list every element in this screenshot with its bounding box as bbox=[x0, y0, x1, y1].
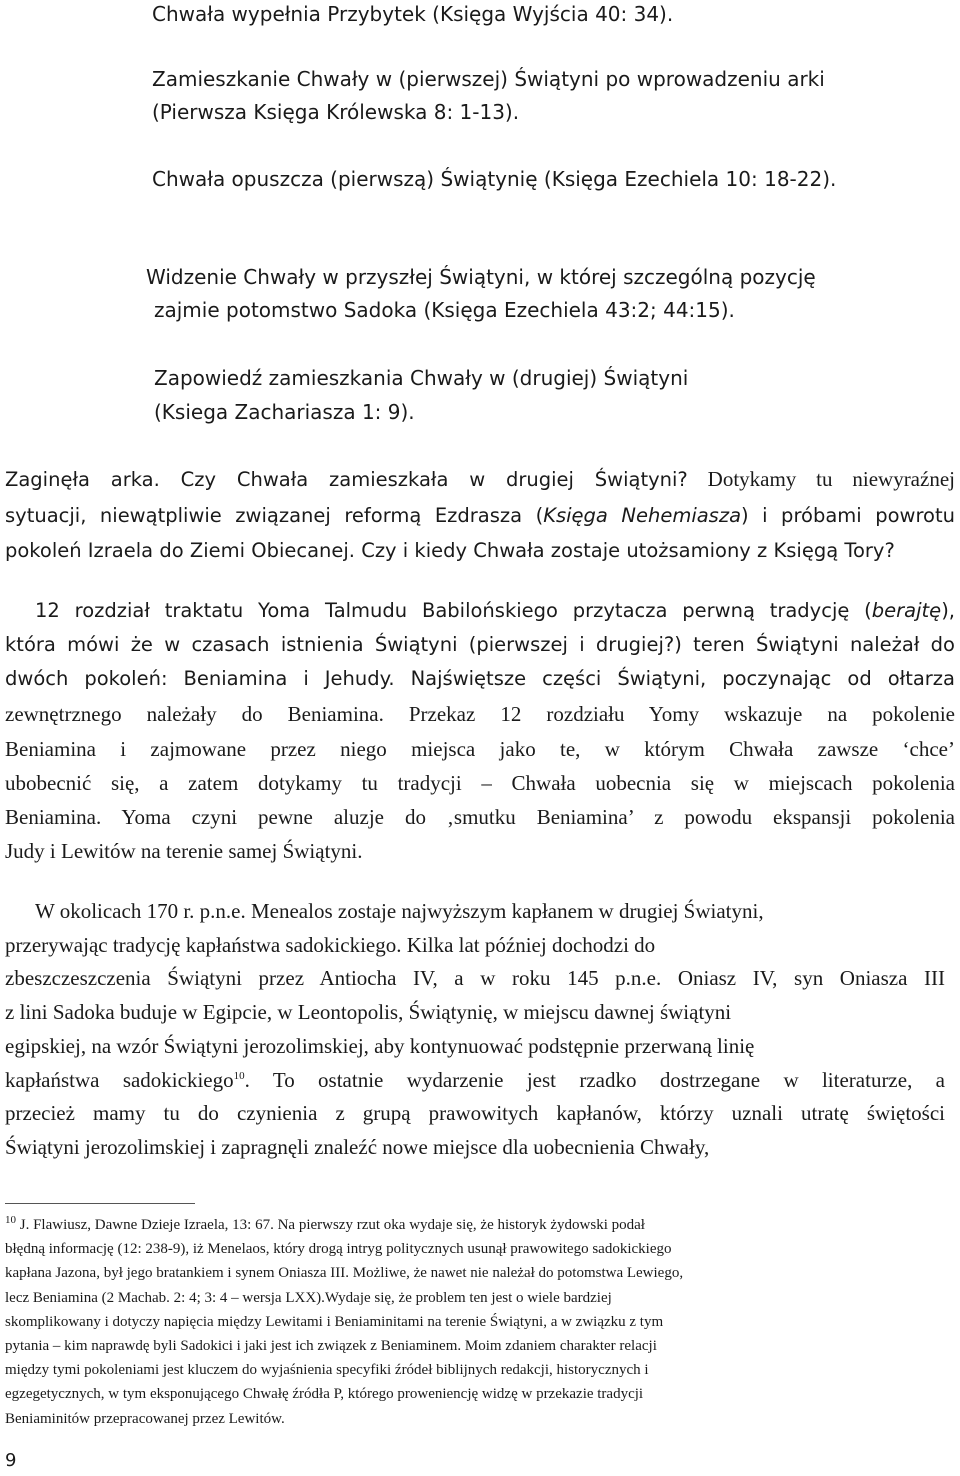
footnote-line-4: lecz Beniamina (2 Machab. 2: 4; 3: 4 – wersja LXX).Wydaje się, że problem ten jest o wiele bardziej bbox=[5, 1289, 612, 1306]
p2-line-1-italic: berajtę bbox=[871, 599, 942, 622]
list-item-4-line-2: zajmie potomstwo Sadoka (Księga Ezechiela 43:2; 44:15). bbox=[154, 298, 735, 322]
p2-line-8: Judy i Lewitów na terenie samej Świątyni. bbox=[5, 839, 363, 864]
p3-line-4: z lini Sadoka buduje w Egipcie, w Leontopolis, Świątynię, w miejscu dawnej świątyni bbox=[5, 1000, 732, 1025]
p3-line-1: W okolicach 170 r. p.n.e. Menealos zostaje najwyższym kapłanem w drugiej Światyni, bbox=[35, 899, 764, 923]
list-item-2-line-2: (Pierwsza Księga Królewska 8: 1-13). bbox=[152, 100, 520, 124]
p1-line-2-italic: Księga Nehemiasza bbox=[543, 504, 742, 527]
p1-line-2-b: ) i próbami powrotu bbox=[741, 504, 955, 527]
footnote-line-9: Beniaminitów przepracowanej przez Lewitów. bbox=[5, 1410, 285, 1427]
p3-line-3: zbeszczeszczenia Świątyni przez Antiocha IV, a w roku 145 p.n.e. Oniasz IV, syn Oniasza III bbox=[5, 966, 945, 991]
list-item-2-line-1: Zamieszkanie Chwały w (pierwszej) Świątyni po wprowadzeniu arki bbox=[152, 67, 825, 91]
p2-line-1-b: ), bbox=[941, 599, 955, 622]
p1-line-3: pokoleń Izraela do Ziemi Obiecanej. Czy i kiedy Chwała zostaje utożsamiony z Księgą Tory? bbox=[5, 539, 895, 562]
footnote-line-8: egzegetycznych, w tym eksponującego Chwałę źródła P, którego proweniencję widzę w przekazie tradycji bbox=[5, 1386, 644, 1403]
p3-line-2: przerywając tradycję kapłaństwa sadokickiego. Kilka lat później dochodzi do bbox=[5, 932, 656, 957]
paragraph-3 bbox=[5, 895, 945, 1165]
footnote-separator bbox=[5, 1203, 195, 1204]
footnote-line-7: między tymi pokoleniami jest kluczem do wyjaśnienia specyfiki źródeł biblijnych redakcji, historycznych i bbox=[5, 1362, 649, 1379]
p2-line-3: dwóch pokoleń: Beniamina i Jehudy. Najświętsze części Świątyni, poczynając od ołtarza bbox=[5, 667, 955, 691]
list-item-3: Chwała opuszcza (pierwszą) Świątynię (Księga Ezechiela 10: 18-22). bbox=[152, 167, 837, 191]
p3-line-6-a: kapłaństwa sadokickiego bbox=[5, 1067, 234, 1092]
paragraph-1 bbox=[5, 462, 955, 568]
footnote-line-3: kapłana Jazona, był jego bratankiem i synem Oniasza III. Możliwe, że nawet nie należał do potomstwa Lewiego, bbox=[5, 1265, 684, 1282]
p2-line-4: zewnętrznego należały do Beniamina. Przekaz 12 rozdziału Yomy wskazuje na pokolenie bbox=[5, 701, 955, 726]
p3-line-7: przecież mamy tu do czynienia z grupą prawowitych kapłanów, którzy uznali utratę świętości bbox=[5, 1101, 945, 1126]
footnote-line-2: błędną informację (12: 238-9), iż Menelaos, który drogą intryg politycznych usunął prawowitego sadokickiego bbox=[5, 1241, 672, 1258]
page-number: 9 bbox=[5, 1450, 17, 1471]
p1-line-1-sans: Zaginęła arka. Czy Chwała zamieszkała w drugiej Świątyni? bbox=[5, 468, 688, 491]
p1-line-2-a: sytuacji, niewątpliwie związanej reformą Ezdrasza ( bbox=[5, 504, 544, 527]
footnote-line-5: skomplikowany i dotyczy napięcia między Lewitami i Beniaminitami na terenie Świątyni, a w związku z tym bbox=[5, 1313, 664, 1330]
footnote-number: 10 bbox=[5, 1214, 16, 1226]
list-item-4-line-1: Widzenie Chwały w przyszłej Świątyni, w której szczególną pozycję bbox=[146, 265, 816, 289]
list-item-1: Chwała wypełnia Przybytek (Księga Wyjścia 40: 34). bbox=[152, 2, 674, 26]
footnote-reference[interactable]: 10 bbox=[233, 1069, 245, 1082]
p2-line-5: Beniamina i zajmowane przez niego miejsca jako te, w którym Chwała zawsze ‘chce’ bbox=[5, 736, 955, 761]
p3-line-5: egipskiej, na wzór Świątyni jerozolimskiej, aby kontynuować podstępnie przerwaną linię bbox=[5, 1033, 755, 1058]
p2-line-7: Beniamina. Yoma czyni pewne aluzje do ‚smutku Beniamina’ z powodu ekspansji pokolenia bbox=[5, 805, 955, 830]
p1-line-1-serif: Dotykamy tu niewyraźnej bbox=[687, 467, 955, 491]
p3-line-8: Świątyni jerozolimskiej i zapragnęli znaleźć nowe miejsce dla uobecnienia Chwały, bbox=[5, 1134, 710, 1159]
paragraph-2 bbox=[5, 594, 955, 869]
footnote-line-1: J. Flawiusz, Dawne Dzieje Izraela, 13: 67. Na pierwszy rzut oka wydaje się, że historyk żydowski podał bbox=[16, 1217, 645, 1233]
list-item-5-line-1: Zapowiedź zamieszkania Chwały w (drugiej) Świątyni bbox=[154, 366, 689, 390]
p2-line-1-a: 12 rozdział traktatu Yoma Talmudu Babilońskiego przytacza perwną tradycję ( bbox=[35, 599, 872, 622]
p2-line-2: która mówi że w czasach istnienia Świątyni (pierwszej i drugiej?) teren Świątyni należał do bbox=[5, 633, 955, 657]
list-item-5-line-2: (Ksiega Zachariasza 1: 9). bbox=[154, 400, 415, 424]
p3-line-6-b: . To ostatnie wydarzenie jest rzadko dostrzegane w literaturze, a bbox=[244, 1067, 945, 1092]
footnote-line-6: pytania – kim naprawdę byli Sadokici i jaki jest ich związek z Beniaminem. Moim zdaniem charakter relacji bbox=[5, 1338, 657, 1355]
footnote bbox=[5, 1213, 955, 1431]
p2-line-6: ubobecnić się, a zatem dotykamy tu tradycji – Chwała uobecnia się w miejscach pokolenia bbox=[5, 771, 955, 796]
